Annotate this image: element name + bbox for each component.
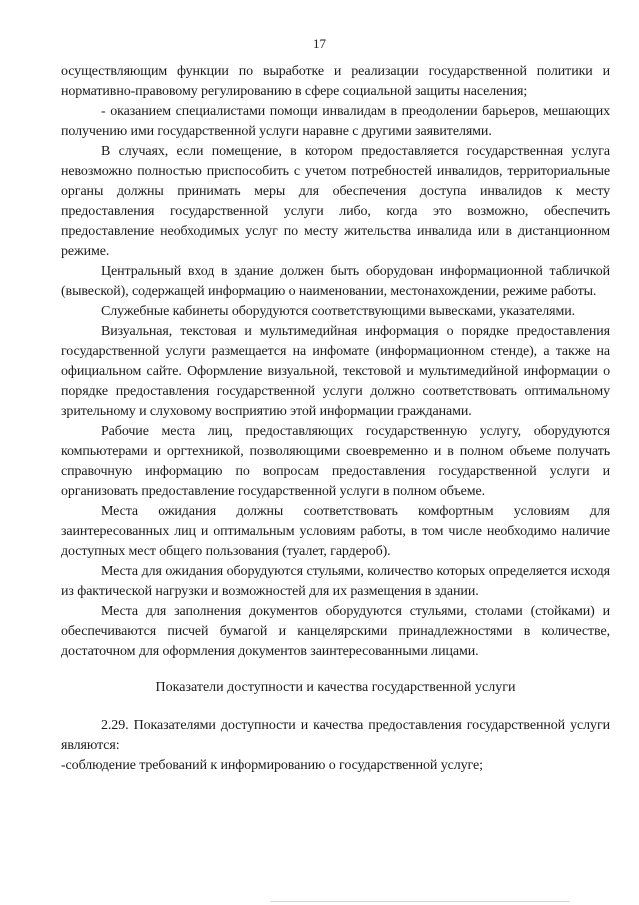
paragraph-waiting-chairs: Места для ожидания оборудуются стульями, количество которых определяется исходя из фактической нагрузки и возможностей для их размещения в здании. [61, 564, 610, 599]
paragraph-functions-regulation: осуществляющим функции по выработке и реализации государственной политики и нормативно-правовому регулированию в сфере социальной защиты населения; [61, 64, 610, 99]
paragraph-specialist-assistance: - оказанием специалистами помощи инвалидам в преодолении барьеров, мешающих получению ими государственной услуги наравне с другими заявителями. [61, 104, 610, 139]
spacer [61, 662, 610, 678]
spacer [61, 698, 610, 716]
paragraph-waiting-areas: Места ожидания должны соответствовать комфортным условиям для заинтересованных лиц и оптимальным условиям работы, в том числе необходимо наличие доступных мест общего пользования (туалет, гардероб). [61, 504, 610, 559]
page-number: 17 [313, 36, 326, 51]
paragraph-premises-adaptation: В случаях, если помещение, в котором предоставляется государственная услуга невозможно полностью приспособить с учетом потребностей инвалидов, территориальные органы должны принимать меры для обеспечения доступа инвалидов к месту предоставления государственной услуги либо, когда это возможно, обеспечить предоставление необходимых услуг по месту жительства инвалида или в дистанционном режиме. [61, 144, 610, 259]
document-body [61, 62, 610, 776]
paragraph-office-signs: Служебные кабинеты оборудуются соответствующими вывесками, указателями. [101, 304, 576, 319]
paragraph-document-filling-places: Места для заполнения документов оборудуются стульями, столами (стойками) и обеспечиваются писчей бумагой и канцелярскими принадлежностями в количестве, достаточном для оформления документов заинтересованными лицами. [61, 604, 610, 659]
paragraph-workplaces-equipment: Рабочие места лиц, предоставляющих государственную услугу, оборудуются компьютерами и оргтехникой, позволяющими своевременно и в полном объеме получать справочную информацию по вопросам предоставления государственной услуги и организовать предоставление государственной услуги в полном объеме. [61, 424, 610, 499]
section-heading: Показатели доступности и качества государственной услуги [155, 680, 516, 695]
list-item-informing-requirements: -соблюдение требований к информированию о государственной услуге; [61, 758, 483, 773]
paragraph-indicators-intro: 2.29. Показателями доступности и качества предоставления государственной услуги являются: [61, 718, 610, 753]
page-bottom-rule [270, 901, 570, 902]
paragraph-entrance-signage: Центральный вход в здание должен быть оборудован информационной табличкой (вывеской), содержащей информацию о наименовании, местонахождении, режиме работы. [61, 264, 610, 299]
paragraph-visual-information: Визуальная, текстовая и мультимедийная информация о порядке предоставления государственной услуги размещается на инфомате (информационном стенде), а также на официальном сайте. Оформление визуальной, текстовой и мультимедийной информации о порядке предоставления государственной услуги должно соответствовать оптимальному зрительному и слуховому восприятию этой информации гражданами. [61, 324, 610, 419]
